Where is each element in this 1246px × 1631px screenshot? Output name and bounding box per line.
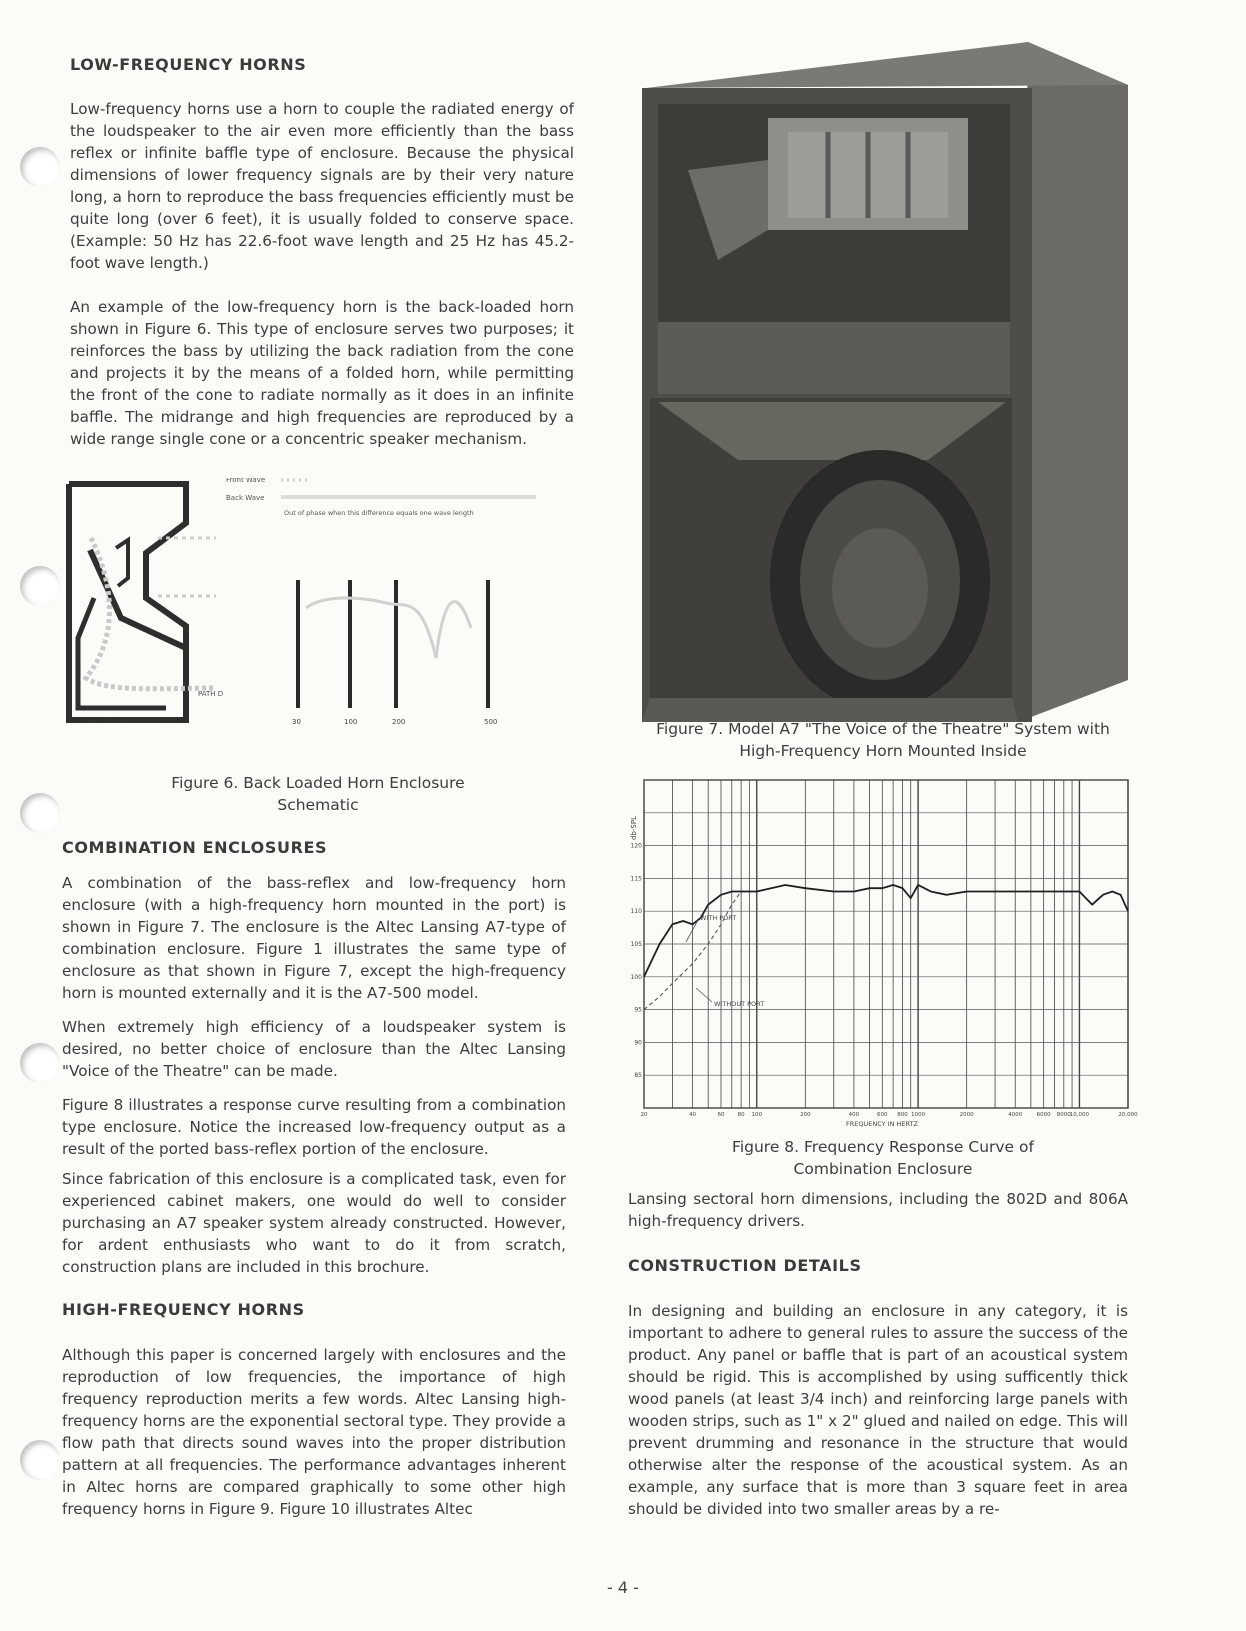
figure-8-caption <box>628 1136 1138 1180</box>
path-d-label: PATH D <box>198 690 224 698</box>
x-tick-label: 1000 <box>911 1112 926 1118</box>
binder-hole <box>20 793 60 833</box>
caption-line: Figure 8. Frequency Response Curve of <box>732 1138 1034 1156</box>
caption-line: Figure 6. Back Loaded Horn Enclosure <box>171 774 465 792</box>
y-tick-label: 85 <box>634 1072 642 1080</box>
heading-combination-enclosures: COMBINATION ENCLOSURES <box>62 838 328 857</box>
paragraph: Since fabrication of this enclosure is a complicated task, even for experienced cabinet makers, one would do well to consider purchasing an A7 speaker system already constructed. However, for ardent enthusiasts who want to do it from scratch, construction plans are included in this brochure. <box>62 1170 566 1276</box>
x-tick-label: 60 <box>717 1112 725 1118</box>
tick-label: 200 <box>392 718 406 726</box>
paragraph: A combination of the bass-reflex and low-frequency horn enclosure (with a high-frequency horn mounted in the port) is shown in Figure 7. The enclosure is the Altec Lansing A7-type of combination enclosure. Figure 1 illustrates the same type of enclosure as that shown in Figure 7, except the high-frequency horn is mounted externally and it is the A7-500 model. <box>62 874 566 1002</box>
x-tick-label: 8000 <box>1056 1112 1071 1118</box>
paragraph: Although this paper is concerned largely with enclosures and the reproduction of low frequencies, the importance of high frequency reproduction merits a few words. Altec Lansing high-frequency horns are the exponential sectoral type. They provide a flow path that directs sound waves into the proper distribution pattern at all frequencies. The performance advantages inherent in Altec horns are compared graphically to some other high frequency horns in Figure 9. Figure 10 illustrates Altec <box>62 1346 566 1518</box>
x-tick-label: 6000 <box>1036 1112 1051 1118</box>
caption-line: Schematic <box>277 796 359 814</box>
x-tick-label: 100 <box>751 1112 763 1118</box>
caption-line: Combination Enclosure <box>793 1160 973 1178</box>
x-tick-label: 40 <box>689 1112 697 1118</box>
paragraph: Figure 8 illustrates a response curve resulting from a combination type enclosure. Notice the increased low-frequency output as a result of the ported bass-reflex portion of the enclosure. <box>62 1096 566 1158</box>
binder-hole <box>20 147 60 187</box>
x-tick-label: 400 <box>848 1112 860 1118</box>
y-tick-label: 95 <box>634 1006 642 1014</box>
x-tick-label: 200 <box>800 1112 811 1118</box>
x-tick-label: 10,000 <box>1069 1112 1090 1118</box>
y-tick-label: 110 <box>630 908 642 916</box>
x-tick-label: 600 <box>877 1112 888 1118</box>
back-loaded-horn-label: BACK LOADED HORN <box>86 716 173 725</box>
heading-construction-details: CONSTRUCTION DETAILS <box>628 1256 862 1275</box>
binder-hole <box>20 1440 60 1480</box>
tick-label: 500 <box>484 718 498 726</box>
tick-label: 30 <box>292 718 301 726</box>
figure-7-photo <box>628 40 1138 722</box>
caption-line: High-Frequency Horn Mounted Inside <box>739 742 1027 760</box>
paragraph: In designing and building an enclosure in any category, it is important to adhere to general rules to assure the success of the product. Any panel or baffle that is part of an acoustical system should be rigid. This is accomplished by using sufficently thick wood panels (at least 3/4 inch) and reinforcing large panels with wooden strips, such as 1" x 2" glued and nailed on edge. This will prevent drumming and resonance in the structure that would otherwise alter the response of the acoustical system. As an example, any surface that is more than 3 square feet in area should be divided into two smaller areas by a re- <box>628 1302 1128 1518</box>
paragraph: When extremely high efficiency of a loudspeaker system is desired, no better choice of enclosure than the Altec Lansing "Voice of the Theatre" can be made. <box>62 1018 566 1080</box>
x-axis-label: FREQUENCY IN HERTZ <box>846 1120 918 1128</box>
figure-8-chart <box>628 770 1138 1130</box>
x-tick-label: 2000 <box>959 1112 974 1118</box>
annotation-with-port: WITH PORT <box>700 914 737 922</box>
y-tick-label: 100 <box>630 973 642 981</box>
heading-high-frequency-horns: HIGH-FREQUENCY HORNS <box>62 1300 305 1319</box>
figure-6-schematic <box>66 478 576 758</box>
caption-line: Figure 7. Model A7 "The Voice of the Theatre" System with <box>656 720 1110 738</box>
out-of-phase-label: Out of phase when this difference equals one wave length <box>284 509 474 517</box>
annotation-without-port: WITHOUT PORT <box>714 1000 765 1008</box>
front-wave-label: Front Wave <box>226 478 266 484</box>
paragraph: Lansing sectoral horn dimensions, including the 802D and 806A high-frequency drivers. <box>628 1190 1128 1230</box>
binder-hole <box>20 1043 60 1083</box>
y-tick-label: 105 <box>630 941 642 948</box>
x-tick-label: 20 <box>640 1112 648 1118</box>
enclosure-outline <box>69 484 186 720</box>
tick-label: 100 <box>344 718 358 726</box>
figure-7-caption <box>628 718 1138 762</box>
heading-low-frequency-horns: LOW-FREQUENCY HORNS <box>70 55 307 74</box>
x-tick-label: 4000 <box>1008 1112 1023 1118</box>
paragraph: An example of the low-frequency horn is the back-loaded horn shown in Figure 6. This type of enclosure serves two purposes; it reinforces the bass by utilizing the back radiation from the cone and projects it by the means of a folded horn, while permitting the front of the cone to radiate normally as it does in an infinite baffle. The midrange and high frequencies are reproduced by a wide range single cone or a concentric speaker mechanism. <box>70 298 574 448</box>
x-tick-label: 80 <box>737 1112 745 1118</box>
binder-hole <box>20 566 60 606</box>
y-tick-label: 90 <box>634 1039 642 1047</box>
y-tick-label: 115 <box>630 875 642 883</box>
figure-6-caption <box>62 772 574 816</box>
page-number: - 4 - <box>607 1578 639 1597</box>
y-tick-label: 120 <box>630 842 642 850</box>
back-wave-label: Back Wave <box>226 494 265 502</box>
x-tick-label: 800 <box>897 1112 908 1118</box>
x-tick-label: 20,000 <box>1118 1112 1138 1118</box>
y-axis-label: db-SPL <box>630 816 638 840</box>
paragraph: Low-frequency horns use a horn to couple the radiated energy of the loudspeaker to the air even more efficiently than the bass reflex or infinite baffle type of enclosure. Because the physical dimensions of lower frequency signals are by their very nature long, a horn to reproduce the bass frequencies efficiently must be quite long (over 6 feet), it is usually folded to conserve space. (Example: 50 Hz has 22.6-foot wave length and 25 Hz has 45.2-foot wave length.) <box>70 100 574 272</box>
